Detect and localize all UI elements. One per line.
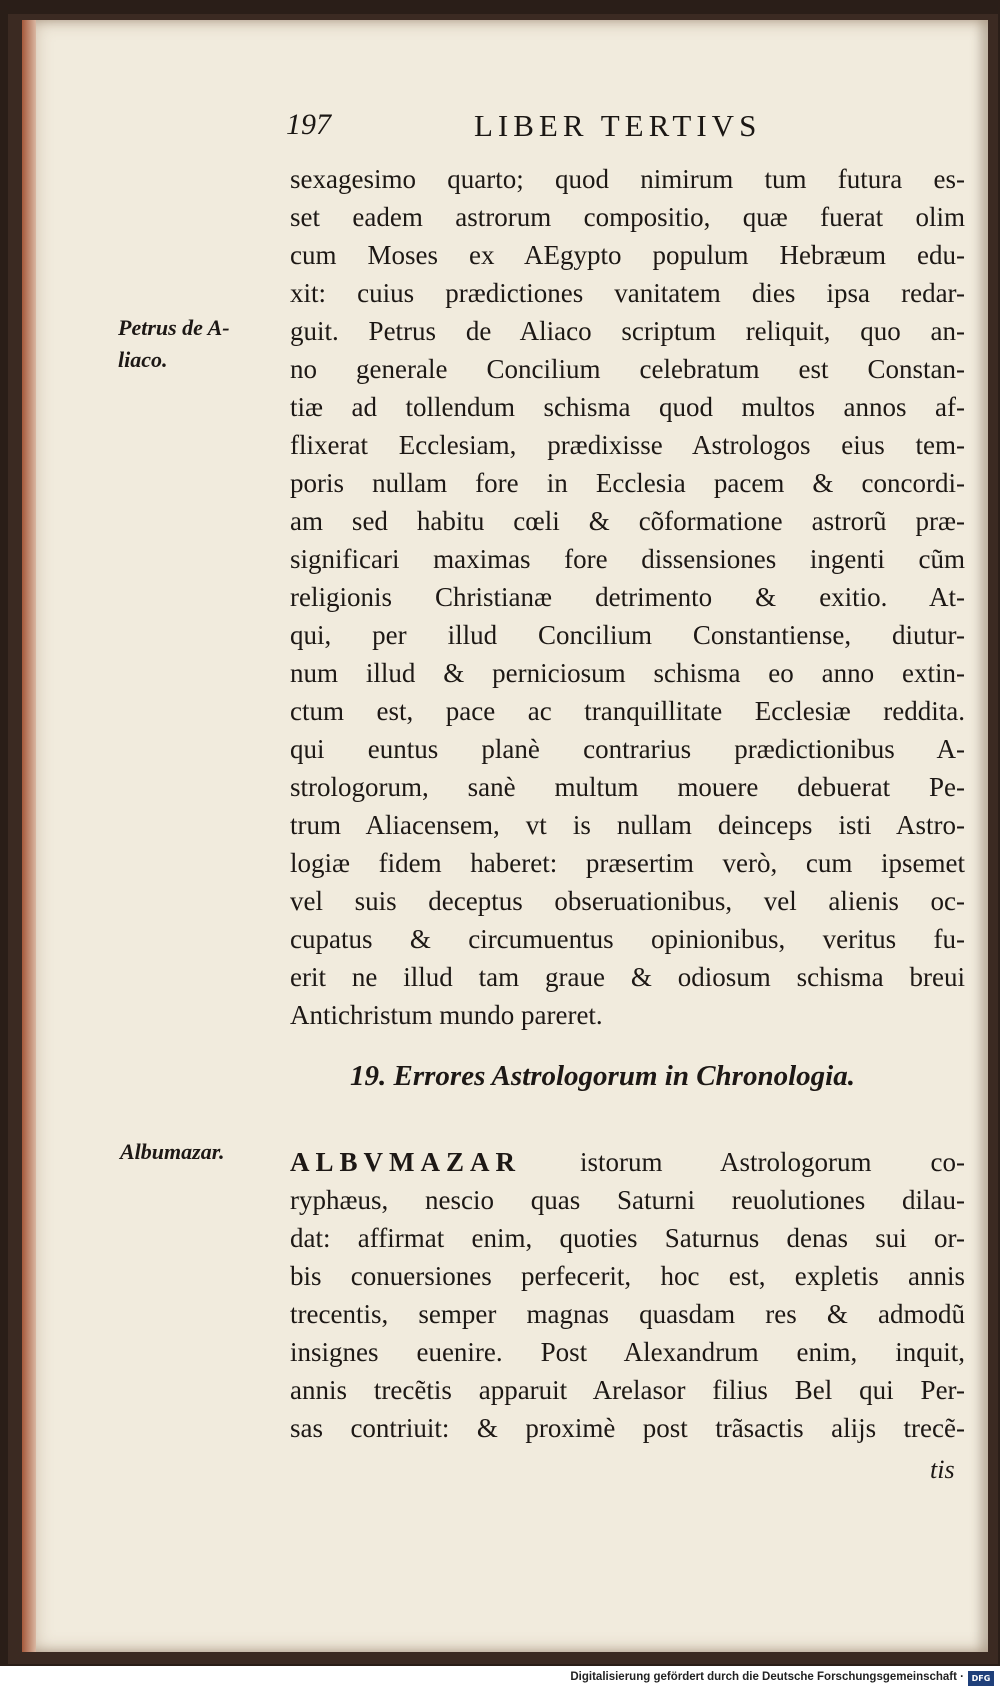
text-line: dat: affirmat enim, quoties Saturnus denas sui or- xyxy=(290,1223,965,1253)
text-line: tiæ ad tollendum schisma quod multos annos af- xyxy=(290,392,965,422)
text-line: significari maximas fore dissensiones ingenti cũm xyxy=(290,544,965,574)
text-line: flixerat Ecclesiam, prædixisse Astrologos eius tem- xyxy=(290,430,965,460)
text-line: xit: cuius prædictiones vanitatem dies ipsa redar- xyxy=(290,278,965,308)
text-line: am sed habitu cœli & cõformatione astrorũ præ- xyxy=(290,506,965,536)
page-header xyxy=(0,108,1000,148)
text-line: cupatus & circumuentus opinionibus, veritus fu- xyxy=(290,924,965,954)
text-line: set eadem astrorum compositio, quæ fuerat olim xyxy=(290,202,965,232)
text-line: erit ne illud tam graue & odiosum schisma breui xyxy=(290,962,965,992)
catchword: tis xyxy=(930,1455,955,1484)
text-line: insignes euenire. Post Alexandrum enim, inquit, xyxy=(290,1337,965,1367)
text-line: trecentis, semper magnas quasdam res & admodũ xyxy=(290,1299,965,1329)
text-line: sas contriuit: & proximè post trãsactis alijs trecẽ- xyxy=(290,1413,965,1443)
lead-word: ALBVMAZAR xyxy=(290,1147,522,1177)
page-number: 197 xyxy=(286,108,331,141)
text-line: strologorum, sanè multum mouere debuerat Pe- xyxy=(290,772,965,802)
footer-credit: Digitalisierung gefördert durch die Deutsche Forschungsgemeinschaft · xyxy=(570,1671,964,1683)
page-edge xyxy=(22,20,36,1652)
text-line: cum Moses ex AEgypto populum Hebræum edu- xyxy=(290,240,965,270)
text-line: qui euntus planè contrarius prædictionibus A- xyxy=(290,734,965,764)
text-line-first xyxy=(290,1143,965,1181)
text-line: ctum est, pace ac tranquillitate Ecclesiæ reddita. xyxy=(290,696,965,726)
main-text-block xyxy=(290,160,965,1034)
text-line: ryphæus, nescio quas Saturni reuolutiones dilau- xyxy=(290,1185,965,1215)
second-text-block xyxy=(290,1143,965,1447)
running-head: LIBER TERTIVS xyxy=(474,108,762,143)
footer-bar xyxy=(0,1666,1000,1693)
marginal-note-albumazar: Albumazar. xyxy=(120,1139,225,1164)
text-line: religionis Christianæ detrimento & exitio. At- xyxy=(290,582,965,612)
text-line: sexagesimo quarto; quod nimirum tum futura es- xyxy=(290,164,965,194)
section-heading: 19. Errores Astrologorum in Chronologia. xyxy=(350,1060,855,1092)
text-line: qui, per illud Concilium Constantiense, diutur- xyxy=(290,620,965,650)
text-line: vel suis deceptus obseruationibus, vel alienis oc- xyxy=(290,886,965,916)
marginal-note-line: Petrus de A- xyxy=(118,315,230,340)
text-line: trum Aliacensem, vt is nullam deinceps isti Astro- xyxy=(290,810,965,840)
text-line: annis trecẽtis apparuit Arelasor filius Bel qui Per- xyxy=(290,1375,965,1405)
text-line: num illud & perniciosum schisma eo anno extin- xyxy=(290,658,965,688)
text-line: no generale Concilium celebratum est Constan- xyxy=(290,354,965,384)
text-line: Antichristum mundo pareret. xyxy=(290,1000,603,1030)
marginal-note-petrus xyxy=(118,312,278,376)
text-line: poris nullam fore in Ecclesia pacem & concordi- xyxy=(290,468,965,498)
text-line: logiæ fidem haberet: præsertim verò, cum ipsemet xyxy=(290,848,965,878)
text-line: bis conuersiones perfecerit, hoc est, expletis annis xyxy=(290,1261,965,1291)
text-line: guit. Petrus de Aliaco scriptum reliquit, quo an- xyxy=(290,316,965,346)
first-line-rest: istorum Astrologorum co- xyxy=(521,1147,965,1177)
dfg-logo: DFG xyxy=(968,1671,994,1686)
marginal-note-line: liaco. xyxy=(118,347,168,372)
